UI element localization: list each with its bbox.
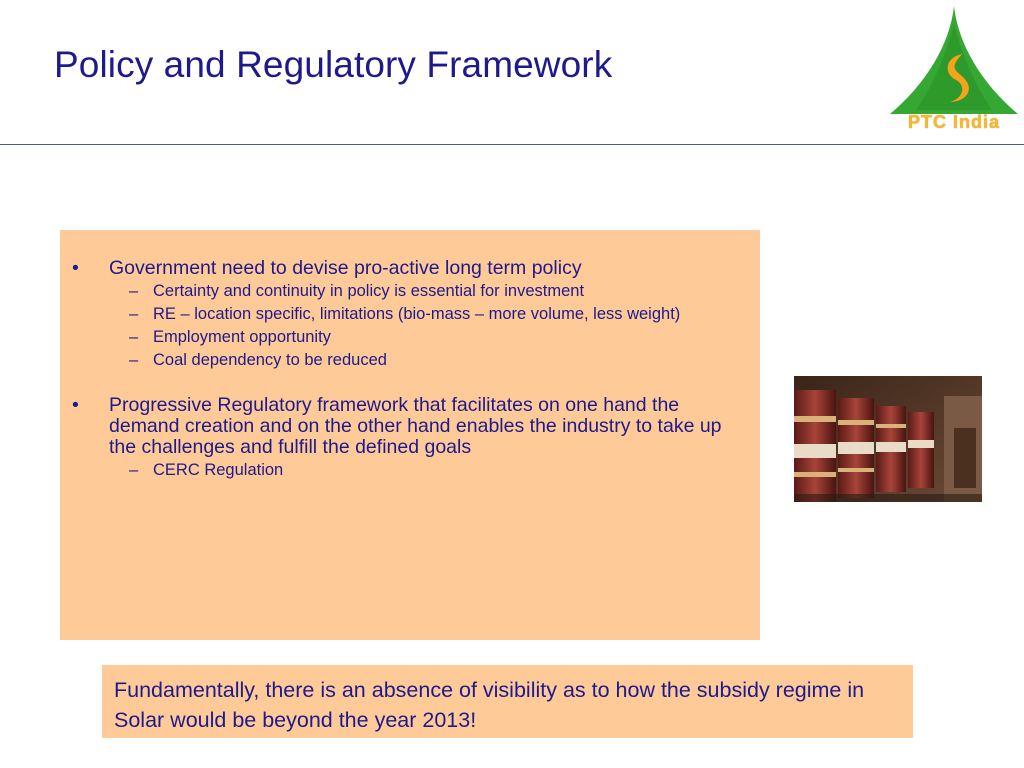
sub-text: CERC Regulation (153, 461, 284, 479)
ptc-india-logo-icon (886, 4, 1022, 114)
sub-item (109, 462, 740, 479)
sub-mark: – (129, 328, 139, 346)
sub-text: Employment opportunity (153, 328, 331, 346)
prayer-wheels-photo (794, 376, 982, 502)
sub-list (109, 283, 740, 369)
bullet-mark: • (72, 394, 79, 416)
title-divider (0, 144, 1024, 145)
logo-text: PTC India (907, 112, 1000, 132)
sub-text: Certainty and continuity in policy is essential for investment (153, 282, 585, 300)
bullet-text: Progressive Regulatory framework that facilitates on one hand the demand creation and on the other hand enables the industry to take up the challenges and fulfill the defined goals (109, 394, 722, 458)
sub-mark: – (129, 351, 139, 369)
prayer-wheels-image (794, 376, 982, 502)
sub-mark: – (129, 305, 139, 323)
bullet-mark: • (72, 257, 79, 279)
ptc-india-logo (886, 4, 1022, 136)
bullet-text: Government need to devise pro-active long term policy (109, 257, 582, 279)
note-text: Fundamentally, there is an absence of visibility as to how the subsidy regime in Solar would be beyond the year 2013! (114, 678, 865, 732)
sub-text: Coal dependency to be reduced (153, 351, 387, 369)
sub-mark: – (129, 461, 139, 479)
sub-item (109, 352, 740, 369)
note-box (102, 665, 913, 738)
sub-list (109, 462, 740, 479)
content-box (60, 230, 760, 640)
slide-title: Policy and Regulatory Framework (54, 44, 613, 85)
bullet-list (72, 258, 740, 479)
sub-item (109, 329, 740, 346)
bullet-item (72, 258, 740, 369)
sub-mark: – (129, 282, 139, 300)
sub-item (109, 283, 740, 300)
sub-item (109, 306, 740, 323)
sub-text: RE – location specific, limitations (bio-mass – more volume, less weight) (153, 305, 681, 323)
bullet-item (72, 395, 740, 479)
